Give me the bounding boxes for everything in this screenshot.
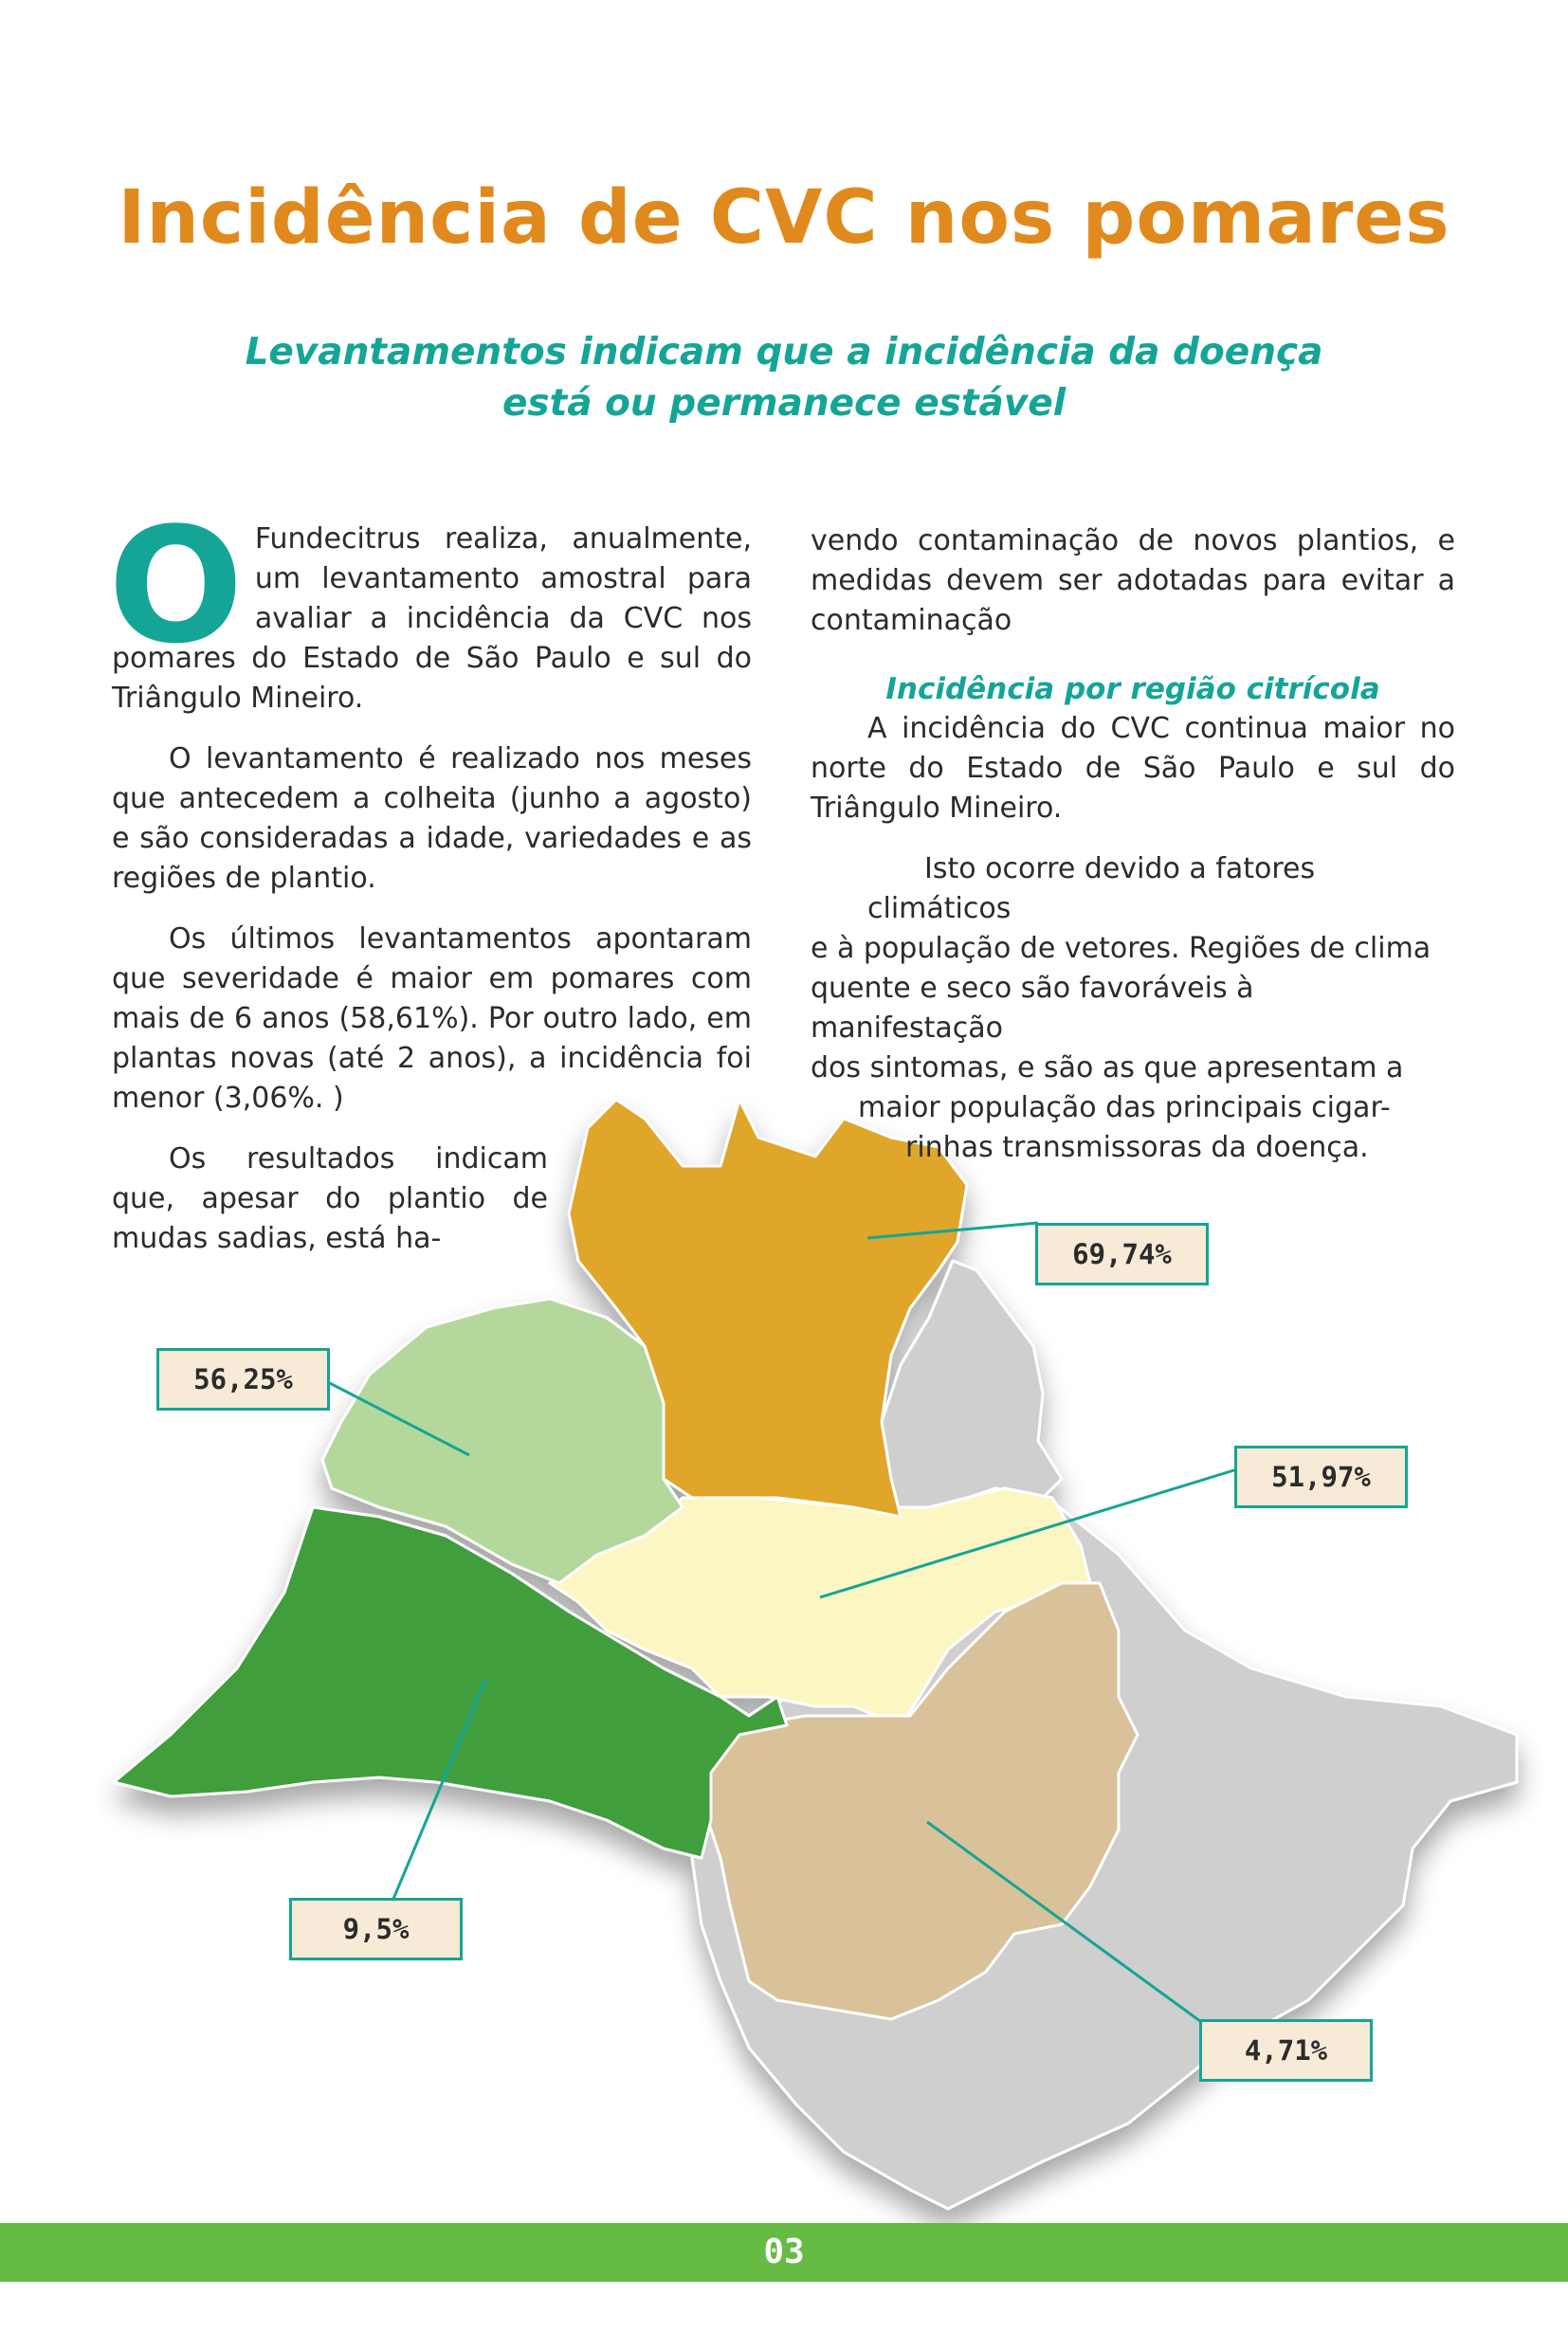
left-paragraph-2: O levantamento é realizado nos meses que antecedem a colheita (junho a agosto) e são consideradas a idade, variedades e as regiões de plantio. — [112, 742, 752, 895]
label-west-percent: 9,5% — [289, 1898, 463, 1960]
subtitle-line-1: Levantamentos indicam que a incidência da doença — [245, 331, 1323, 373]
label-northwest-percent: 56,25% — [156, 1348, 330, 1411]
label-central-percent: 51,97% — [1234, 1446, 1408, 1508]
label-north-percent: 69,74% — [1035, 1223, 1209, 1285]
right-paragraph-1: vendo contaminação de novos plantios, e medidas devem ser adotadas para evitar a contaminação — [811, 524, 1455, 637]
right-paragraph-2: A incidência do CVC continua maior no norte do Estado de São Paulo e sul do Triângulo Mineiro. — [811, 712, 1455, 825]
left-column — [108, 493, 752, 1280]
drop-cap: O — [108, 493, 244, 679]
right-column — [811, 521, 1455, 1189]
page-number: 03 — [763, 2232, 805, 2271]
section-heading: Incidência por região citrícola — [885, 672, 1380, 706]
right-paragraph-3: Isto ocorre devido a fatores climáticos e à população de vetores. Regiões de clima quente e seco são favoráveis à manifestação dos sintomas, e são as que apresentam a maior população das principais cigar- rinhas transmissoras da doença. — [811, 852, 1431, 1164]
subtitle-line-2: está ou permanece estável — [501, 382, 1067, 425]
left-paragraph-4: Os resultados indicam que, apesar do plantio de mudas sadias, está ha- — [112, 1142, 548, 1255]
left-paragraph-3: Os últimos levantamentos apontaram que severidade é maior em pomares com mais de 6 anos (58,61%). Por outro lado, em plantas novas (até 2 anos), a incidência foi menor (3,06%. ) — [112, 922, 752, 1115]
page-title: Incidência de CVC nos pomares — [118, 175, 1450, 261]
label-southeast-percent: 4,71% — [1199, 2019, 1373, 2082]
left-paragraph-1: O Fundecitrus realiza, anualmente, um levantamento amostral para avaliar a incidência da CVC nos pomares do Estado de São Paulo e sul do Triângulo Mineiro. — [108, 493, 752, 715]
